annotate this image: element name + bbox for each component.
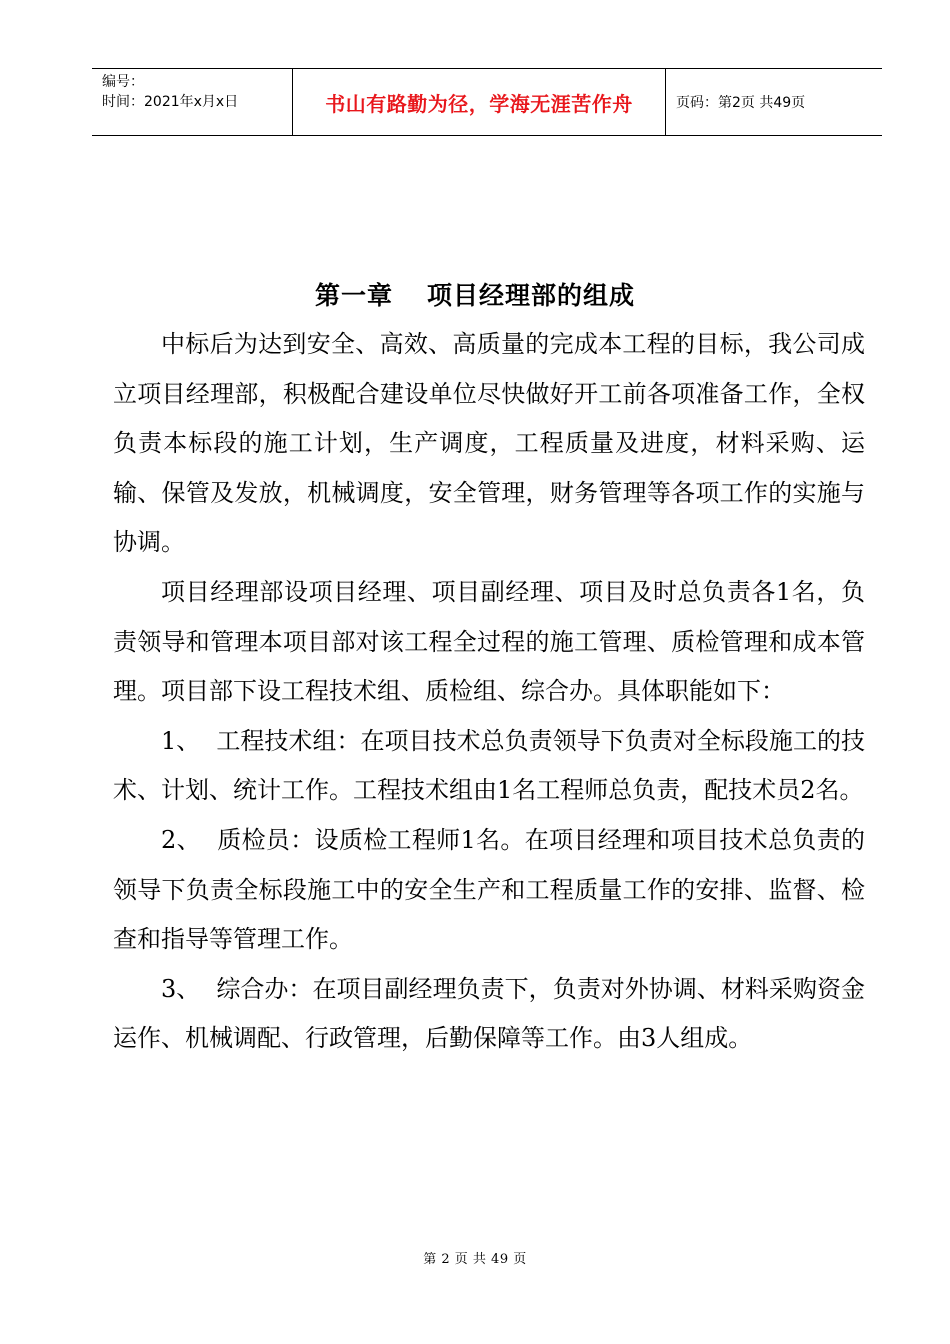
chapter-number: 第一章 — [314, 281, 393, 310]
list-item-text: 质检员：设质检工程师1名。在项目经理和项目技术总负责的领导下负责全标段施工中的安全生产和工程质量工作的安排、监督、检查和指导等管理工作。 — [113, 825, 865, 954]
list-item-text: 工程技术组：在项目技术总负责领导下负责对全标段施工的技术、计划、统计工作。工程技术组由1名工程师总负责，配技术员2名。 — [113, 726, 865, 805]
list-item-text: 综合办：在项目副经理负责下，负责对外协调、材料采购资金运作、机械调配、行政管理，后勤保障等工作。由3人组成。 — [113, 974, 865, 1053]
page-footer: 第 2 页 共 49 页 — [423, 1252, 527, 1267]
list-item-number: 1、 — [161, 726, 201, 755]
time-label: 时间：2021年x月x日 — [102, 94, 239, 110]
list-item-number: 2、 — [161, 825, 201, 854]
paragraph-structure: 项目经理部设项目经理、项目副经理、项目及时总负责各1名，负责领导和管理本项目部对该工程全过程的施工管理、质检管理和成本管理。项目部下设工程技术组、质检组、综合办。具体职能如下： — [113, 577, 865, 706]
serial-number-label: 编号： — [102, 74, 144, 90]
list-item-technical-group — [113, 717, 865, 816]
document-header — [92, 68, 882, 136]
list-item-general-office — [113, 965, 865, 1064]
document-body — [113, 320, 865, 1064]
chapter-heading — [0, 276, 950, 312]
list-item-number: 3、 — [161, 974, 201, 1003]
header-page-info: 页码：第2页 共49页 — [676, 95, 806, 111]
header-motto: 书山有路勤为径，学海无涯苦作舟 — [293, 69, 666, 135]
header-meta-cell — [92, 69, 293, 135]
chapter-title: 项目经理部的组成 — [427, 281, 636, 310]
paragraph-intro: 中标后为达到安全、高效、高质量的完成本工程的目标，我公司成立项目经理部，积极配合建设单位尽快做好开工前各项准备工作，全权负责本标段的施工计划，生产调度，工程质量及进度，材料采购、运输、保管及发放，机械调度，安全管理，财务管理等各项工作的实施与协调。 — [113, 330, 865, 557]
list-item-quality-inspector — [113, 816, 865, 965]
